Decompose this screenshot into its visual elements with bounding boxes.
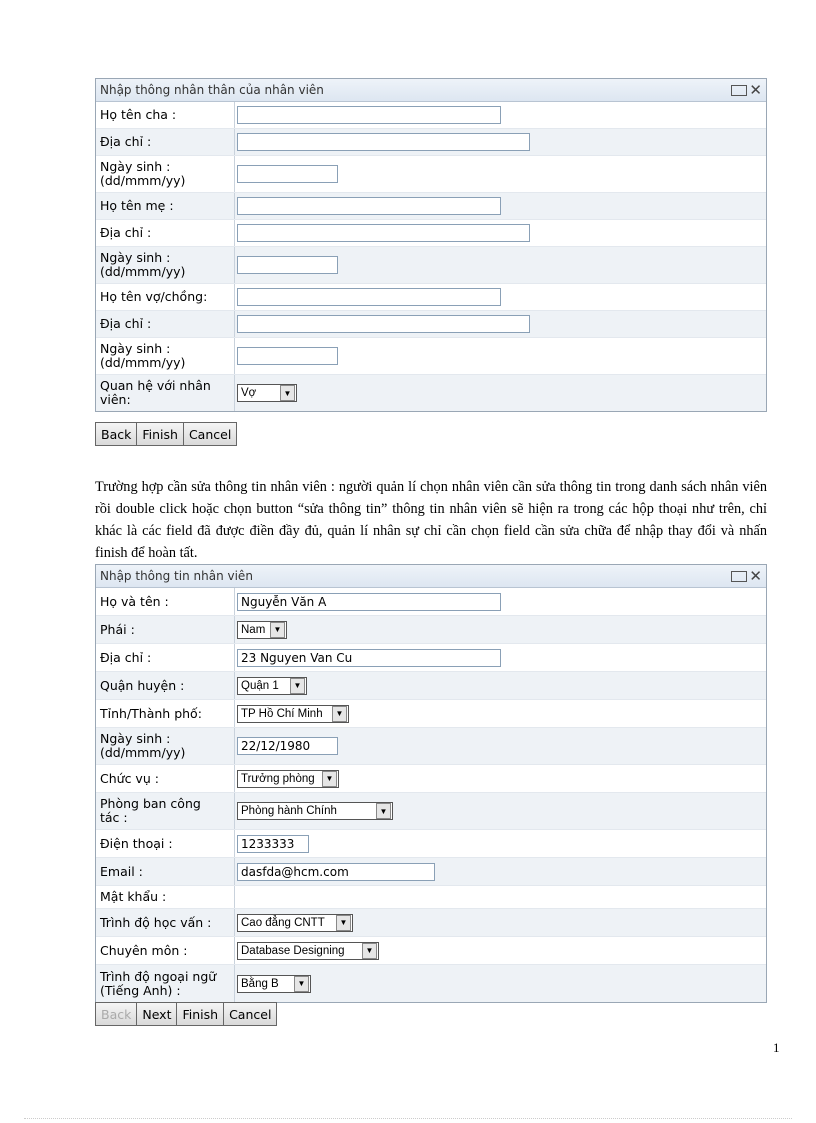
- city-row: [96, 700, 766, 728]
- birthdate-input[interactable]: 22/12/1980: [237, 737, 338, 755]
- cancel-button[interactable]: Cancel: [223, 1002, 277, 1026]
- district-select[interactable]: [237, 677, 307, 695]
- position-row: [96, 765, 766, 793]
- gender-select[interactable]: [237, 621, 287, 639]
- birthdate-label: Ngày sinh : (dd/mmm/yy): [100, 731, 186, 760]
- mother-birthdate-label: Ngày sinh : (dd/mmm/yy): [100, 250, 186, 279]
- relationship-label: Quan hệ với nhân viên:: [100, 378, 211, 407]
- chevron-down-icon[interactable]: ▼: [336, 915, 351, 931]
- father-address-label: Địa chỉ :: [100, 134, 152, 149]
- father-birthdate-input[interactable]: [237, 165, 338, 183]
- city-select[interactable]: [237, 705, 349, 723]
- chevron-down-icon[interactable]: ▼: [376, 803, 391, 819]
- gender-value: Nam: [241, 623, 266, 636]
- city-value: TP Hồ Chí Minh: [241, 707, 323, 720]
- spouse-address-row: [96, 311, 766, 338]
- email-label: Email :: [100, 863, 143, 879]
- chevron-down-icon[interactable]: ▼: [290, 678, 305, 694]
- department-select[interactable]: [237, 802, 393, 820]
- address-label: Địa chỉ :: [100, 649, 152, 665]
- mother-address-label: Địa chỉ :: [100, 225, 152, 240]
- full-name-label: Họ và tên :: [100, 593, 169, 609]
- birthdate-row: [96, 728, 766, 765]
- language-value: Bằng B: [241, 977, 279, 990]
- position-label: Chức vụ :: [100, 770, 159, 786]
- password-row: [96, 886, 766, 909]
- district-value: Quận 1: [241, 679, 279, 692]
- language-select[interactable]: [237, 975, 311, 993]
- father-name-label: Họ tên cha :: [100, 107, 177, 122]
- spouse-birthdate-input[interactable]: [237, 347, 338, 365]
- close-icon[interactable]: ✕: [749, 567, 762, 585]
- full-name-row: [96, 588, 766, 616]
- spouse-name-row: [96, 284, 766, 311]
- specialty-label: Chuyên môn :: [100, 942, 188, 958]
- mother-address-row: [96, 220, 766, 247]
- department-label: Phòng ban công tác :: [100, 796, 201, 825]
- mother-address-input[interactable]: [237, 224, 530, 242]
- back-button[interactable]: Back: [95, 422, 137, 446]
- cancel-button[interactable]: Cancel: [183, 422, 237, 446]
- education-select[interactable]: [237, 914, 353, 932]
- dialog1-button-bar: [95, 422, 236, 446]
- dialog-titlebar: [96, 565, 766, 588]
- department-row: [96, 793, 766, 830]
- education-row: [96, 909, 766, 937]
- mother-birthdate-row: [96, 247, 766, 284]
- language-row: [96, 965, 766, 1002]
- education-value: Cao đẳng CNTT: [241, 916, 325, 929]
- district-label: Quận huyện :: [100, 677, 185, 693]
- position-select[interactable]: [237, 770, 339, 788]
- phone-label: Điện thoại :: [100, 835, 173, 851]
- back-button[interactable]: Back: [95, 1002, 137, 1026]
- body-paragraph: Trường hợp cần sửa thông tin nhân viên : người quản lí chọn nhân viên cần sửa thông tin trong danh sách nhân viên rồi double click hoặc chọn button “sửa thông tin” thông tin nhân viên sẽ hiện ra trong các hộp thoại như trên, chỉ khác là các field đã được điền đầy đủ, quản lí nhân sự chỉ cần chọn field cần sửa chữa để nhập thay đổi và nhấn finish để hoàn tất.: [95, 479, 767, 561]
- spouse-birthdate-row: [96, 338, 766, 375]
- mother-name-label: Họ tên mẹ :: [100, 198, 174, 213]
- mother-name-input[interactable]: [237, 197, 501, 215]
- chevron-down-icon[interactable]: ▼: [294, 976, 309, 992]
- dialog-title: Nhập thông tin nhân viên: [100, 569, 253, 583]
- spouse-address-input[interactable]: [237, 315, 530, 333]
- father-name-input[interactable]: [237, 106, 501, 124]
- page-number: 1: [773, 1040, 780, 1055]
- maximize-icon[interactable]: [731, 85, 747, 96]
- password-input[interactable]: [237, 888, 437, 906]
- next-button[interactable]: Next: [136, 1002, 177, 1026]
- maximize-icon[interactable]: [731, 571, 747, 582]
- dialog2-button-bar: [95, 1002, 276, 1026]
- password-label: Mật khẩu :: [100, 889, 167, 904]
- employee-info-dialog: [95, 564, 767, 1003]
- relationship-value: Vợ: [241, 387, 257, 399]
- position-value: Trưởng phòng: [241, 772, 315, 785]
- relationship-select[interactable]: [237, 384, 297, 402]
- spouse-address-label: Địa chỉ :: [100, 316, 152, 331]
- education-label: Trình độ học vấn :: [100, 914, 212, 930]
- spouse-birthdate-label: Ngày sinh : (dd/mmm/yy): [100, 341, 186, 370]
- city-label: Tỉnh/Thành phố:: [100, 705, 202, 721]
- chevron-down-icon[interactable]: ▼: [332, 706, 347, 722]
- father-name-row: [96, 102, 766, 129]
- chevron-down-icon[interactable]: ▼: [362, 943, 377, 959]
- department-value: Phòng hành Chính: [241, 805, 337, 817]
- close-icon[interactable]: ✕: [749, 81, 762, 99]
- full-name-input[interactable]: Nguyễn Văn A: [237, 593, 501, 611]
- chevron-down-icon[interactable]: ▼: [270, 622, 285, 638]
- family-info-dialog: [95, 78, 767, 412]
- gender-label: Phái :: [100, 621, 135, 637]
- phone-input[interactable]: 1233333: [237, 835, 309, 853]
- address-row: [96, 644, 766, 672]
- email-input[interactable]: dasfda@hcm.com: [237, 863, 435, 881]
- relationship-row: [96, 375, 766, 411]
- district-row: [96, 672, 766, 700]
- gender-row: [96, 616, 766, 644]
- chevron-down-icon[interactable]: ▼: [280, 385, 295, 401]
- footer-divider: [24, 1118, 792, 1119]
- father-address-input[interactable]: [237, 133, 530, 151]
- mother-name-row: [96, 193, 766, 220]
- finish-button[interactable]: Finish: [176, 1002, 224, 1026]
- father-address-row: [96, 129, 766, 156]
- dialog-titlebar: [96, 79, 766, 102]
- father-birthdate-row: [96, 156, 766, 193]
- mother-birthdate-input[interactable]: [237, 256, 338, 274]
- address-input[interactable]: 23 Nguyen Van Cu: [237, 649, 501, 667]
- phone-row: [96, 830, 766, 858]
- spouse-name-input[interactable]: [237, 288, 501, 306]
- finish-button[interactable]: Finish: [136, 422, 184, 446]
- email-row: [96, 858, 766, 886]
- specialty-value: Database Designing: [241, 944, 345, 957]
- dialog-title: Nhập thông nhân thân của nhân viên: [100, 83, 324, 97]
- language-label: Trình độ ngoại ngữ (Tiếng Anh) :: [100, 968, 217, 998]
- father-birthdate-label: Ngày sinh : (dd/mmm/yy): [100, 159, 186, 188]
- specialty-row: [96, 937, 766, 965]
- spouse-name-label: Họ tên vợ/chồng:: [100, 289, 208, 304]
- specialty-select[interactable]: [237, 942, 379, 960]
- chevron-down-icon[interactable]: ▼: [322, 771, 337, 787]
